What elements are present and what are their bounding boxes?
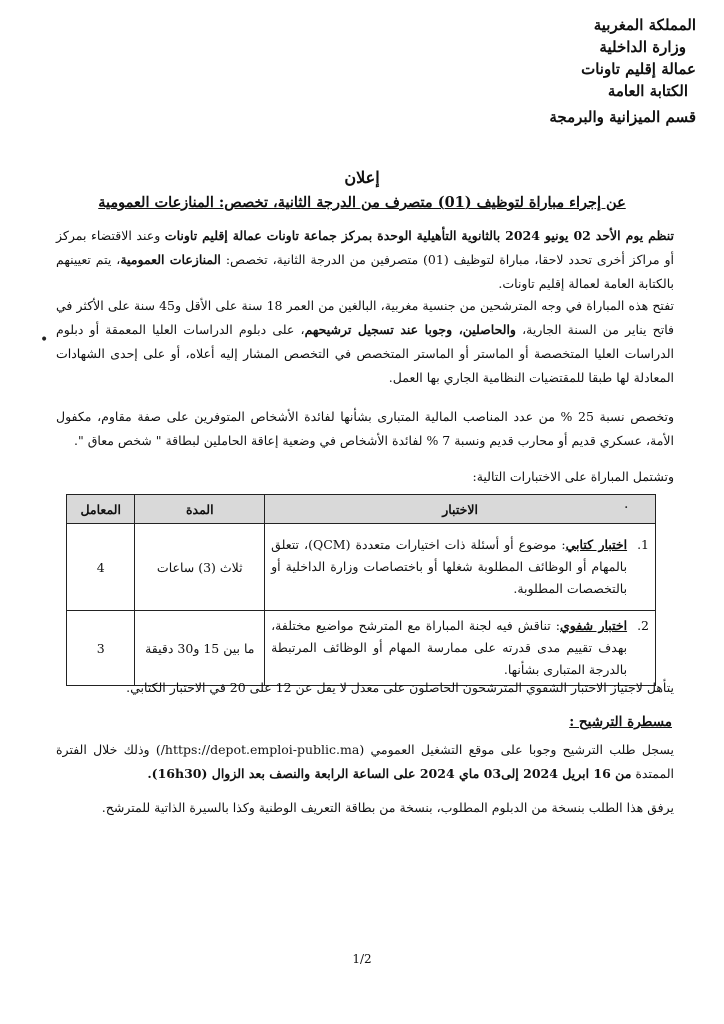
paragraph-organization-tail: ، يتم تعيينهم بالكتابة العامة لعمالة إقليم تاونات. xyxy=(56,252,674,291)
registration-text: يسجل طلب الترشيح وجوبا على موقع التشغيل العمومي (https://depot.emploi-public.ma/) وذلك خلال الفترة الممتدة xyxy=(56,742,674,781)
header-duration: المدة xyxy=(135,495,265,524)
table-row xyxy=(67,611,656,686)
letterhead-division: قسم الميزانية والبرمجة xyxy=(549,108,696,126)
header-exam: الاختبار xyxy=(265,495,656,524)
exam-cell xyxy=(265,524,656,611)
paragraph-registration xyxy=(56,738,674,786)
paragraph-exams-intro: وتشتمل المباراة على الاختبارات التالية: xyxy=(472,469,674,484)
exam-number: 2. xyxy=(637,618,649,633)
coefficient-cell: 3 xyxy=(67,611,135,686)
paragraph-organization-text: وعند الاقتضاء بمركز أو مراكز أخرى تحدد لاحقا، مباراة لتوظيف (01) متصرفين من الدرجة الثانية، تخصص: xyxy=(56,228,674,267)
exam-name: اختبار شفوي xyxy=(560,618,628,633)
letterhead xyxy=(549,14,696,128)
header-coefficient: المعامل xyxy=(67,495,135,524)
eligibility-text-2: ، على دبلوم الدراسات العليا المعمقة أو دبلوم الدراسات العليا المتخصصة أو الماستر أو الماستر المتخصص في التخصص المشار إليه أعلاه، أو على إحدى الشهادات المعادلة لها طبقا للمقتضيات النظامية الجاري بها العمل. xyxy=(56,322,674,385)
paragraph-qualification: يتأهل لاجتياز الاختبار الشفوي المترشحون الحاصلون على معدل لا يقل عن 12 على 20 في الاختبار الكتابي. xyxy=(126,680,674,695)
letterhead-ministry: وزارة الداخلية xyxy=(599,38,686,56)
paragraph-attachments: يرفق هذا الطلب بنسخة من الدبلوم المطلوب، بنسخة من بطاقة التعريف الوطنية وكذا بالسيرة الذاتية للمترشح. xyxy=(101,800,674,815)
table-row xyxy=(67,524,656,611)
page-number: 1/2 xyxy=(352,952,372,966)
section-title-application: مسطرة الترشيح : xyxy=(569,714,672,730)
letterhead-secretariat: الكتابة العامة xyxy=(607,82,688,100)
letterhead-kingdom: المملكة المغربية xyxy=(593,16,696,34)
exams-table xyxy=(66,494,656,686)
announcement-title: إعلان xyxy=(344,168,380,187)
registration-period: من 16 ابريل 2024 إلى03 ماي 2024 على الساعة الرابعة والنصف بعد الزوال (16h30). xyxy=(147,766,632,781)
eligibility-text-1: تفتح هذه المباراة في وجه المترشحين من جنسية مغربية، البالغين من العمر 18 سنة على الأقل و45 سنة على الأكثر في فاتح يناير من السنة الجارية، xyxy=(56,298,675,337)
coefficient-cell: 4 xyxy=(67,524,135,611)
exam-date-location: تنظم يوم الأحد 02 يونيو 2024 بالثانوية التأهيلية الوحدة بمركز جماعة تاونات عمالة إقليم تاونات xyxy=(164,228,675,243)
exam-description: : موضوع أو أسئلة ذات اختيارات متعددة (QCM)، تتعلق بالمهام أو الوظائف المطلوبة شغلها أو باختصاصات وزارة الداخلية أو بالتخصصات المطلوبة. xyxy=(271,537,628,596)
duration-cell: ما بين 15 و30 دقيقة xyxy=(135,611,265,686)
eligibility-emphasis: والحاصلين، وجوبا عند تسجيل ترشيحهم xyxy=(304,322,516,337)
duration-cell: ثلاث (3) ساعات xyxy=(135,524,265,611)
exam-cell xyxy=(265,611,656,686)
paragraph-eligibility xyxy=(56,294,674,390)
table-header-row xyxy=(67,495,656,524)
exam-number: 1. xyxy=(637,537,649,552)
margin-dot-mark: • xyxy=(40,332,49,348)
exam-description: : تناقش فيه لجنة المباراة مع المترشح مواضيع مختلفة، بهدف تقييم مدى قدرته على ممارسة المهام أو الوظائف المرتبطة بالدرجة المتبارى بشأنها. xyxy=(271,618,628,677)
specialty: المنازعات العمومية xyxy=(120,252,221,267)
letterhead-prefecture: عمالة إقليم تاونات xyxy=(581,60,696,78)
paragraph-quota: وتخصص نسبة 25 % من عدد المناصب المالية المتبارى بشأنها لفائدة الأشخاص المتوفرين على صفة مقاوم، مكفول الأمة، عسكري قديم أو محارب قديم ونسبة 7 % لفائدة الأشخاص في وضعية إعاقة الحاملين لبطاقة " شخص معاق ". xyxy=(56,409,674,448)
margin-dot-mark: · xyxy=(624,500,629,516)
exam-name: اختبار كتابي xyxy=(565,537,628,552)
announcement-subtitle: عن إجراء مباراة لتوظيف (01) متصرف من الدرجة الثانية، تخصص: المنازعات العمومية xyxy=(98,194,626,211)
paragraph-organization xyxy=(56,224,674,296)
